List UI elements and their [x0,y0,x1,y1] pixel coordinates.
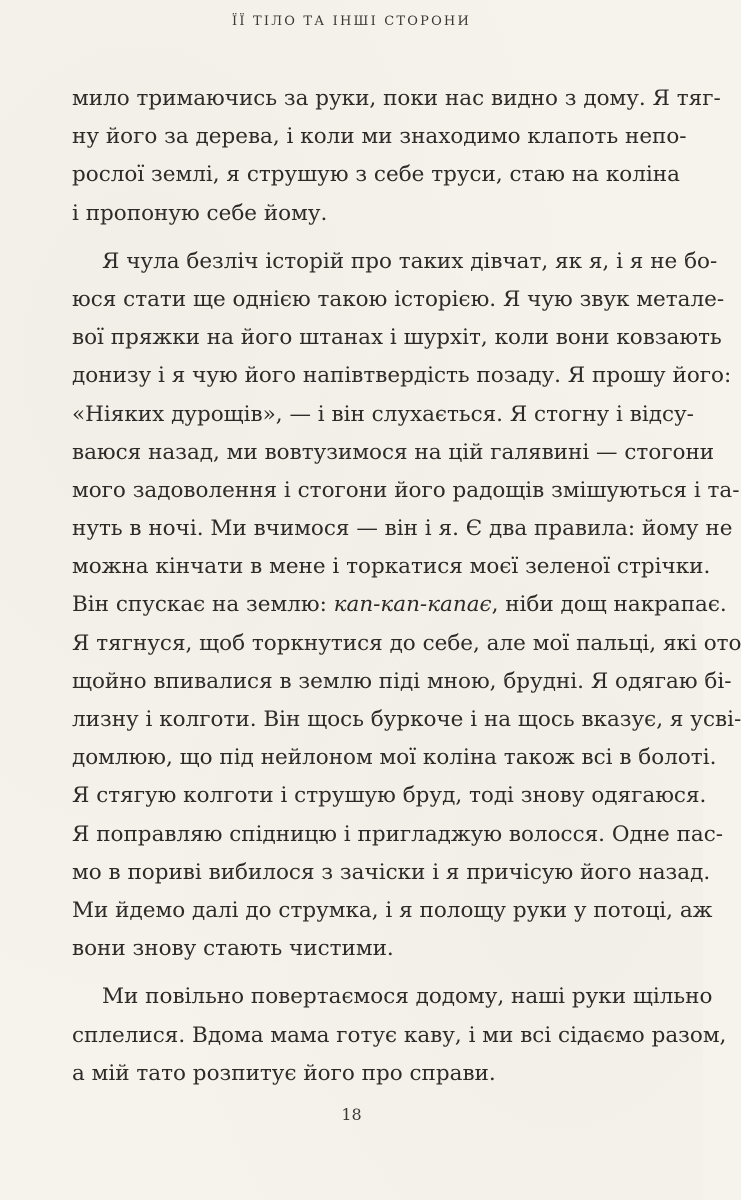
paragraph-1 [72,80,721,233]
text-line: сплелися. Вдома мама готує каву, і ми всі сідаємо разом, [72,1022,727,1048]
text-line-with-italic [72,586,727,624]
italic-onomatopoeia: кап-кап-капає [333,592,492,618]
text-line: і пропоную себе йому. [72,200,328,226]
text-line: мого задоволення і стогони його радощів змішуються і та- [72,477,740,503]
text-fragment: , ніби дощ накрапає. [491,592,727,618]
page-number: 18 [341,1105,362,1124]
text-line: можна кінчати в мене і торкатися моєї зеленої стрічки. [72,554,711,580]
paragraph-2 [72,243,741,969]
body-text [72,80,741,1093]
paragraph-3 [72,978,727,1093]
text-line: Я поправляю спідницю і пригладжую волосся. Одне пас- [72,821,724,847]
text-line: Я чула безліч історій про таких дівчат, як я, і я не бо- [102,248,718,274]
text-line: «Ніяких дурощів», — і він слухається. Я стогну і відсу- [72,401,694,427]
text-fragment: Він спускає на землю: [72,592,334,618]
text-line: рослої землі, я струшую з себе труси, стаю на коліна [72,162,680,188]
text-line: а мій тато розпитує його про справи. [72,1060,496,1086]
text-line: ну його за дерева, і коли ми знаходимо клапоть непо- [72,124,687,150]
text-line: лизну і колготи. Він щось буркоче і на щось вказує, я усві- [72,707,741,732]
running-header: ЇЇ ТІЛО ТА ІНШІ СТОРОНИ [231,14,472,29]
text-line: Ми йдемо далі до струмка, і я полощу руки у потоці, аж [72,897,713,923]
text-line: донизу і я чую його напівтвердість позаду. Я прошу його: [72,363,732,389]
text-line: щойно впивалися в землю піді мною, брудні. Я одягаю бі- [72,668,732,694]
text-line: домлюю, що під нейлоном мої коліна також всі в болоті. [72,745,717,771]
text-line: юся стати ще однією такою історією. Я чую звук метале- [72,286,725,312]
text-line: Я тягнуся, щоб торкнутися до себе, але мої пальці, які ото [72,630,741,656]
text-line: мило тримаючись за руки, поки нас видно з дому. Я тяг- [72,86,721,111]
text-line: нуть в ночі. Ми вчимося — він і я. Є два правила: йому не [72,516,733,542]
text-line: Я стягую колготи і струшую бруд, тоді знову одягаюся. [72,783,707,809]
text-line: Ми повільно повертаємося додому, наші руки щільно [102,984,713,1010]
text-line: вої пряжки на його штанах і шурхіт, коли вони ковзають [72,325,722,351]
text-line: мо в пориві вибилося з зачіски і я причісую його назад. [72,859,711,885]
text-line: вони знову стають чистими. [72,936,394,962]
text-line: ваюся назад, ми вовтузимося на цій галявині — стогони [72,439,715,465]
